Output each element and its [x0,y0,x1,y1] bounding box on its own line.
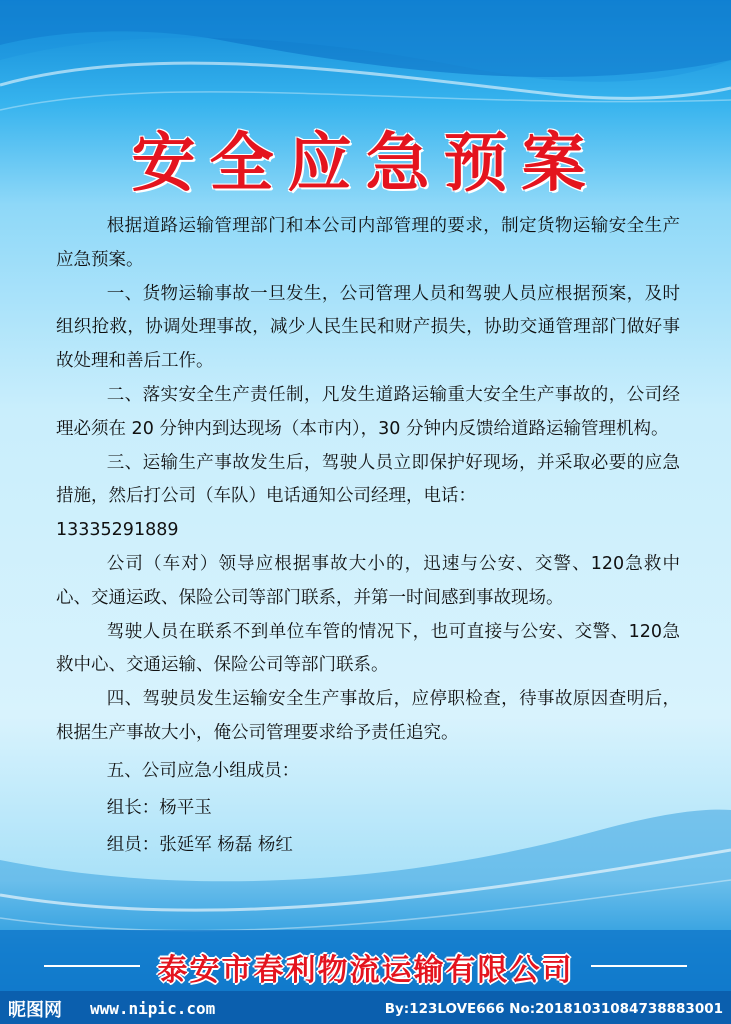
watermark-bar [0,991,731,1024]
company-banner [0,941,731,991]
watermark-site: www.nipic.com [90,999,216,1018]
paragraph-item-5: 五、公司应急小组成员： [106,760,300,781]
watermark-id: By:123LOVE666 No:20181031084738883001 [384,1001,723,1017]
emergency-team [56,753,680,864]
paragraph-driver: 驾驶人员在联系不到单位车管的情况下，也可直接与公安、交警、120急救中心、交通运输、保险公司等部门联系。 [56,621,680,676]
team-members: 组员：张延军 杨磊 杨红 [106,834,293,855]
paragraph-intro: 根据道路运输管理部门和本公司内部管理的要求，制定货物运输安全生产应急预案。 [56,216,680,270]
paragraph-item-3: 三、运输生产事故发生后，驾驶人员立即保护好现场，并采取必要的应急措施，然后打公司（车队）电话通知公司经理，电话： [56,452,680,507]
paragraph-leadership: 公司（车对）领导应根据事故大小的，迅速与公安、交警、120急救中心、交通运政、保险公司等部门联系，并第一时间感到事故现场。 [56,553,680,608]
phone-number: 13335291889 [56,520,179,541]
company-name: 泰安市春利物流运输有限公司 [157,953,574,988]
plan-body [56,210,680,864]
page-title: 安全应急预案 [131,126,600,201]
team-leader: 组长：杨平玉 [106,797,212,818]
watermark-logo: 昵图网 [8,1000,62,1021]
paragraph-item-4: 四、驾驶员发生运输安全生产事故后，应停职检查，待事故原因查明后，根据生产事故大小，俺公司管理要求给予责任追究。 [56,689,680,743]
paragraph-item-1: 一、货物运输事故一旦发生，公司管理人员和驾驶人员应根据预案，及时组织抢救，协调处理事故，减少人民生民和财产损失，协助交通管理部门做好事故处理和善后工作。 [56,283,680,372]
paragraph-item-2: 二、落实安全生产责任制，凡发生道路运输重大安全生产事故的，公司经理必须在 20 分钟内到达现场（本市内），30 分钟内反馈给道路运输管理机构。 [56,384,680,439]
